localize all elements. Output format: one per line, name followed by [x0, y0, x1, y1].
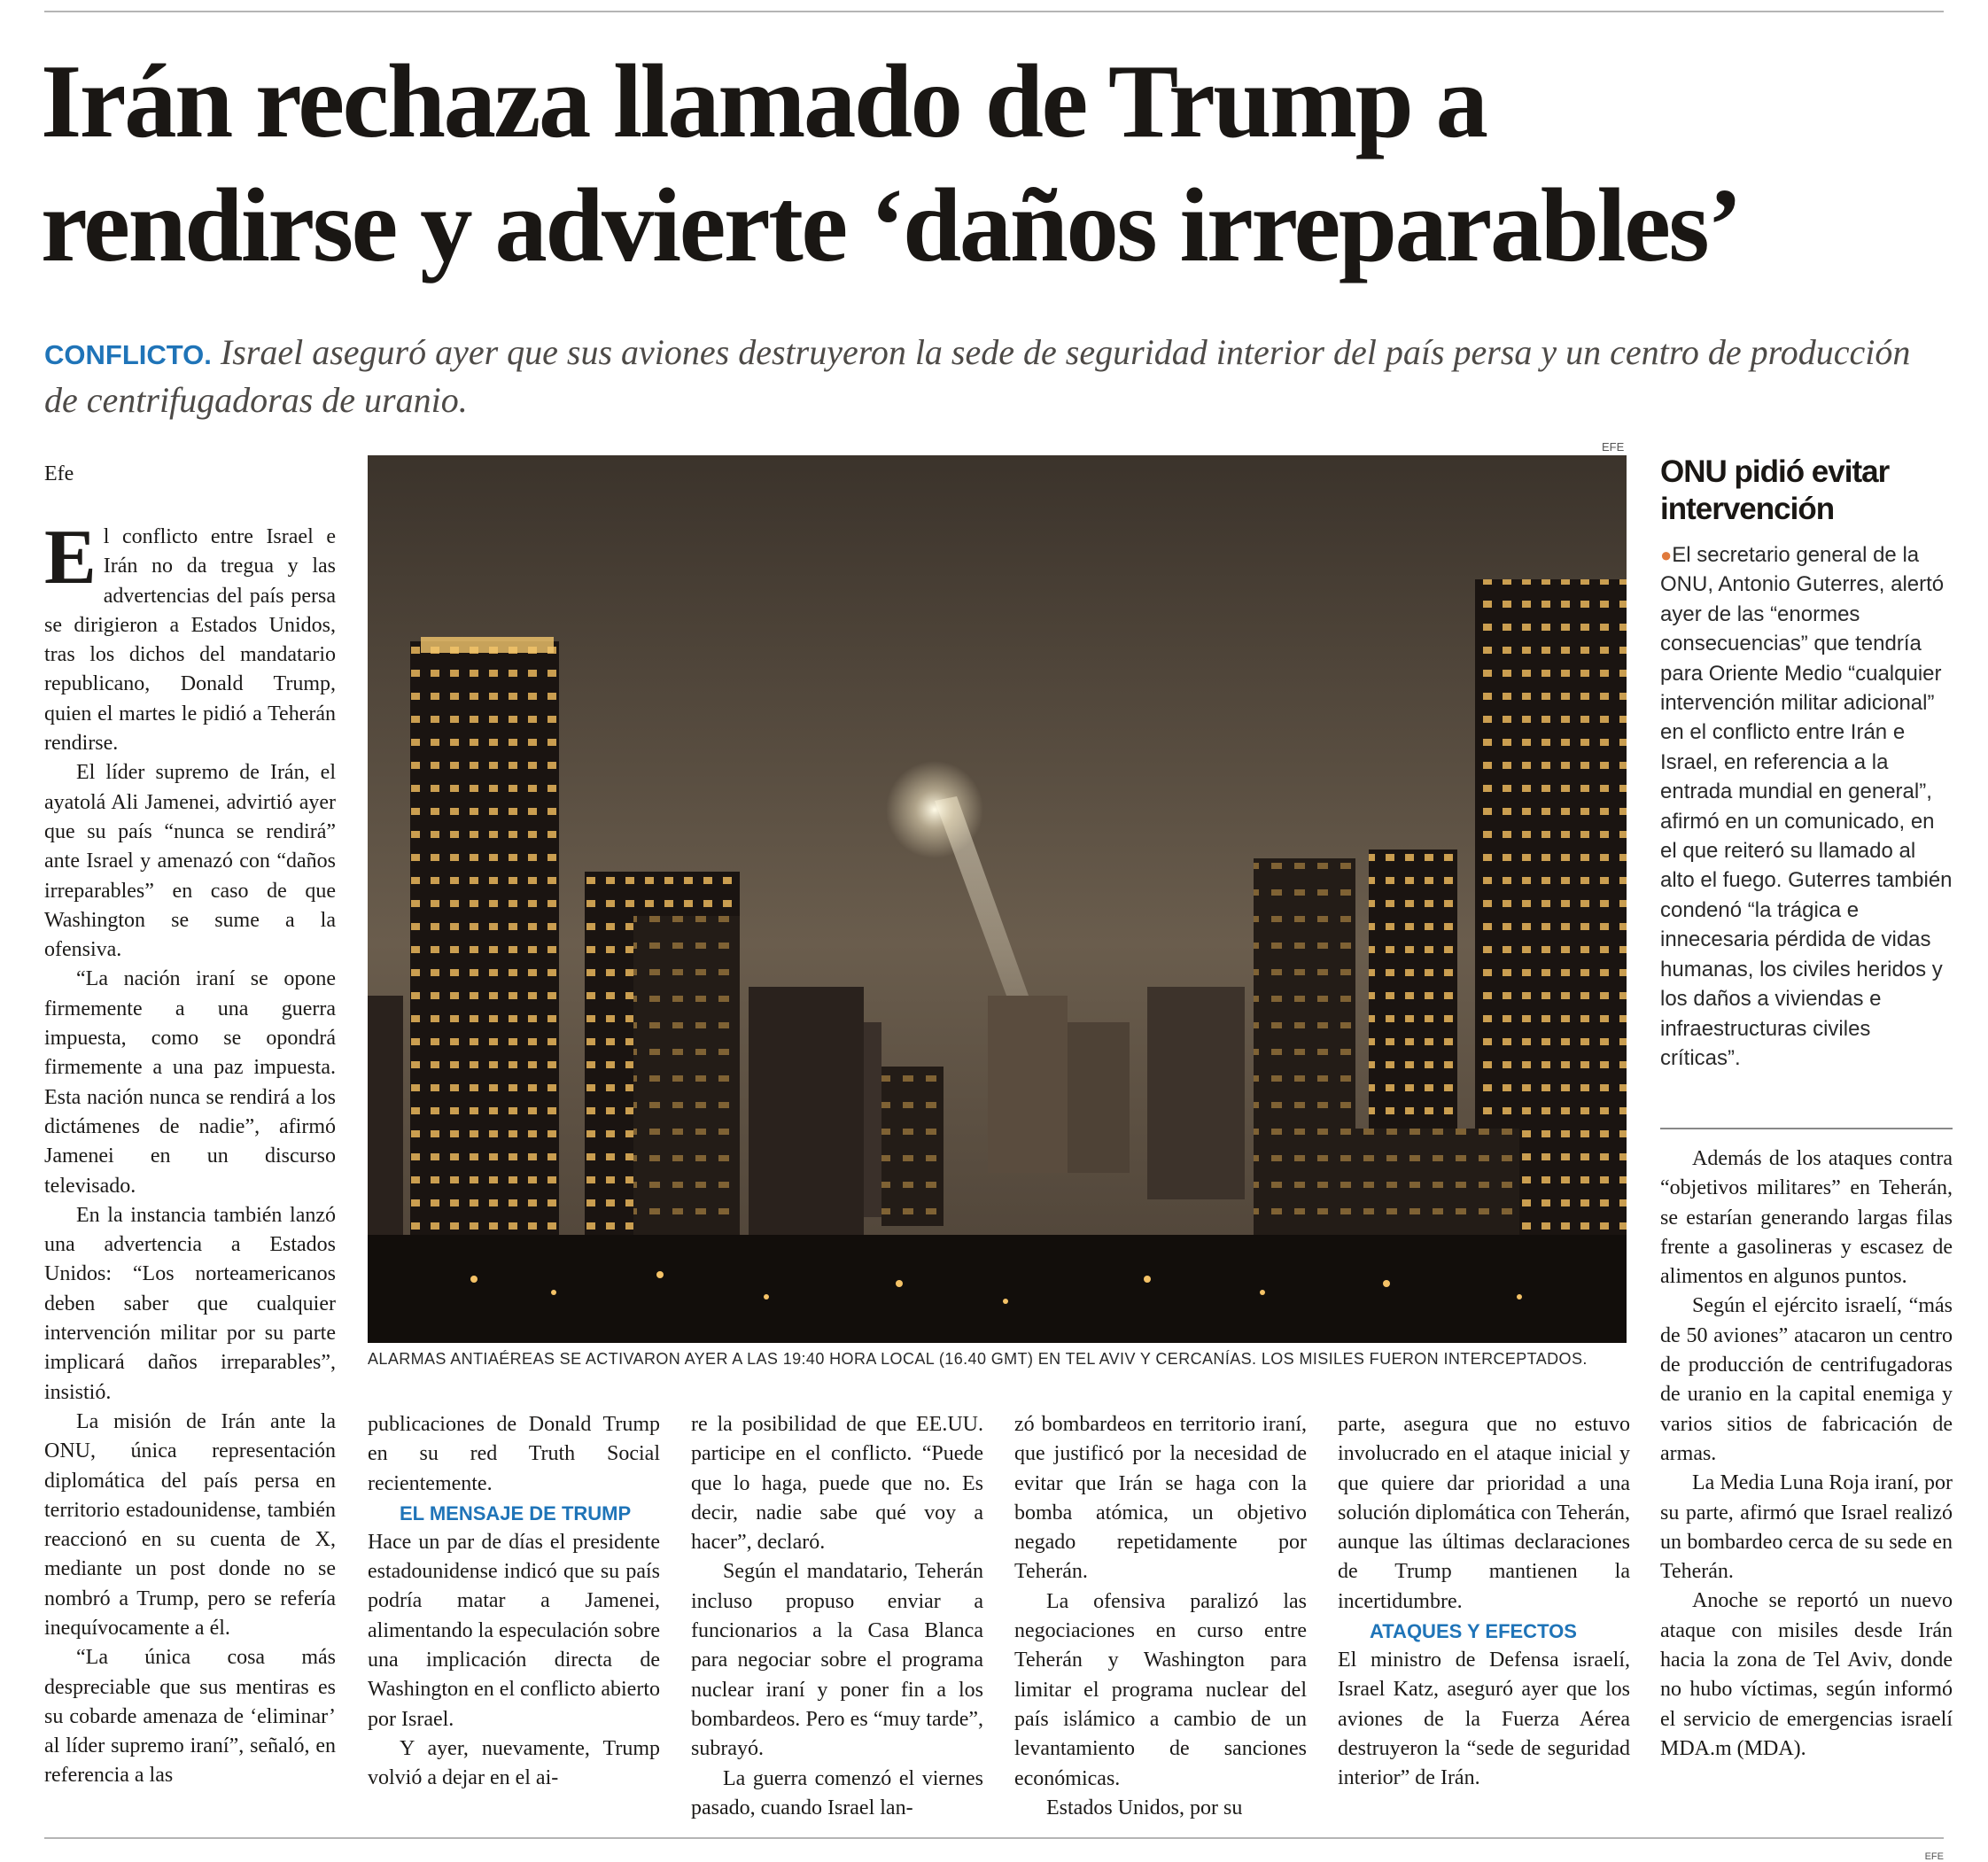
paragraph: Y ayer, nuevamente, Trump volvió a dejar en el ai-	[368, 1736, 660, 1790]
paragraph: En la instancia también lanzó una advertencia a Estados Unidos: “Los norteamericanos deben saber que cualquier intervención militar por su parte implicará daños irreparables”, insistió.	[44, 1203, 336, 1404]
news-photo	[368, 455, 1627, 1343]
paragraph: Estados Unidos, por su	[1046, 1796, 1243, 1819]
paragraph: La Media Luna Roja iraní, por su parte, afirmó que Israel realizó un bombardeo cerca de su sede en Teherán.	[1660, 1471, 1953, 1584]
headline	[41, 39, 1954, 287]
deck	[44, 330, 1949, 423]
paragraph: re la posibilidad de que EE.UU. participe en el conflicto. “Puede que lo haga, puede que no. Es decir, nadie sabe qué voy a hacer”, declaró.	[691, 1413, 983, 1555]
article-column-3	[691, 1410, 983, 1823]
paragraph: publicaciones de Donald Trump en su red Truth Social recientemente.	[368, 1413, 660, 1495]
footer-mark: EFE	[1924, 1851, 1944, 1862]
sidebar-title: ONU pidió evitar intervención	[1660, 454, 1890, 526]
article-column-6	[1660, 1144, 1953, 1764]
paragraph: La misión de Irán ante la ONU, única representación diplomática del país persa en territorio estadounidense, también reaccionó en su cuenta de X, mediante un post donde no se nombró a Trump, pero se refería inequívocamente a él.	[44, 1409, 336, 1640]
drop-cap: E	[44, 515, 97, 601]
article-column-4	[1014, 1410, 1307, 1823]
paragraph: “La única cosa más despreciable que sus mentiras es su cobarde amenaza de ‘eliminar’ al líder supremo iraní”, señaló, en referencia a las	[44, 1646, 336, 1788]
paragraph: Anoche se reportó un nuevo ataque con misiles desde Irán hacia la zona de Tel Aviv, donde no hubo víctimas, según informó el servicio de emergencias israelí MDA.m (MDA).	[1660, 1589, 1953, 1760]
photo-caption: ALARMAS ANTIAÉREAS SE ACTIVARON AYER A LAS 19:40 HORA LOCAL (16.40 GMT) EN TEL AVIV Y CERCANÍAS. LOS MISILES FUERON INTERCEPTADOS.	[368, 1350, 1588, 1368]
paragraph: Hace un par de días el presidente estadounidense indicó que su país podría matar a Jamenei, alimentando la especulación sobre una implicación directa de Washington en el conflicto abierto por Israel.	[368, 1530, 660, 1731]
sidebar-divider	[1660, 1128, 1953, 1129]
paragraph: El líder supremo de Irán, el ayatolá Ali Jamenei, advirtió ayer que su país “nunca se rendirá” ante Israel y amenazó con “daños irreparables” en caso de que Washington se sume a la ofensiva.	[44, 761, 336, 962]
headline-line-1: Irán rechaza llamado de Trump a	[41, 43, 1487, 159]
photo-credit: EFE	[1602, 440, 1625, 454]
paragraph: El ministro de Defensa israelí, Israel Katz, aseguró ayer que los aviones de la Fuerza Aérea destruyeron la “sede de seguridad interior” de Irán.	[1338, 1649, 1630, 1790]
subhead-ataques-y-efectos: ATAQUES Y EFECTOS	[1370, 1620, 1577, 1643]
paragraph: “La nación iraní se opone firmemente a una guerra impuesta, como se opondrá firmemente a una paz impuesta. Esta nación nunca se rendirá a los dictámenes de nadie”, afirmó Jamenei en un discurso televisado.	[44, 967, 336, 1198]
tel-aviv-night-skyline-image	[368, 455, 1627, 1343]
paragraph: El conflicto entre Israel e Irán no da tregua y las advertencias del país persa se dirigieron a Estados Unidos, tras los dichos del mandatario republicano, Donald Trump, quien el martes le pidió a Teherán rendirse.	[44, 515, 336, 756]
paragraph: zó bombardeos en territorio iraní, que justificó por la necesidad de evitar que Irán se haga con la bomba atómica, un objetivo negado repetidamente por Teherán.	[1014, 1413, 1307, 1584]
paragraph: Según el mandatario, Teherán incluso propuso enviar a funcionarios a la Casa Blanca para negociar sobre el programa nuclear iraní y poner fin a los bombardeos. Pero es “muy tarde”, subrayó.	[691, 1560, 983, 1761]
bottom-rule	[44, 1837, 1944, 1839]
byline: Efe	[44, 462, 74, 485]
sidebar-onu	[1660, 454, 1953, 1073]
sidebar-text: ●El secretario general de la ONU, Antonio Guterres, alertó ayer de las “enormes consecuencias” que tendría para Oriente Medio “cualquier intervención militar adicional” en el conflicto entre Irán e Israel, en referencia a la entrada mundial en general”, afirmó en un comunicado, en el que reiteró su llamado al alto el fuego. Guterres también condenó “la trágica e innecesaria pérdida de vidas humanas, los civiles heridos y los daños a viviendas e infraestructuras civiles críticas”.	[1660, 543, 1953, 1070]
article-column-2	[368, 1410, 660, 1794]
paragraph: La guerra comenzó el viernes pasado, cuando Israel lan-	[691, 1766, 983, 1819]
paragraph: parte, asegura que no estuvo involucrado en el ataque inicial y que quiere dar prioridad a una solución diplomática con Teherán, aunque las últimas declaraciones de Trump mantienen la incertidumbre.	[1338, 1413, 1630, 1613]
deck-text: Israel aseguró ayer que sus aviones destruyeron la sede de seguridad interior del país persa y un centro de producción de centrifugadoras de uranio.	[44, 332, 1911, 420]
paragraph: Según el ejército israelí, “más de 50 aviones” atacaron un centro de producción de centrifugadoras de uranio en la capital enemiga y varios sitios de fabricación de armas.	[1660, 1294, 1953, 1465]
subhead-el-mensaje-de-trump: EL MENSAJE DE TRUMP	[400, 1501, 632, 1525]
bullet-icon: ●	[1660, 544, 1673, 566]
paragraph: Además de los ataques contra “objetivos militares” en Teherán, se estarían generando largas filas frente a gasolineras y escasez de alimentos en algunos puntos.	[1660, 1147, 1953, 1289]
article-column-1	[44, 515, 336, 1791]
top-rule	[44, 11, 1944, 12]
headline-line-2: rendirse y advierte ‘daños irreparables’	[41, 167, 1741, 283]
paragraph: La ofensiva paralizó las negociaciones en curso entre Teherán y Washington para limitar el programa nuclear del país islámico a cambio de un levantamiento de sanciones económicas.	[1014, 1589, 1307, 1790]
deck-label: CONFLICTO.	[44, 339, 212, 370]
article-column-5	[1338, 1410, 1630, 1794]
